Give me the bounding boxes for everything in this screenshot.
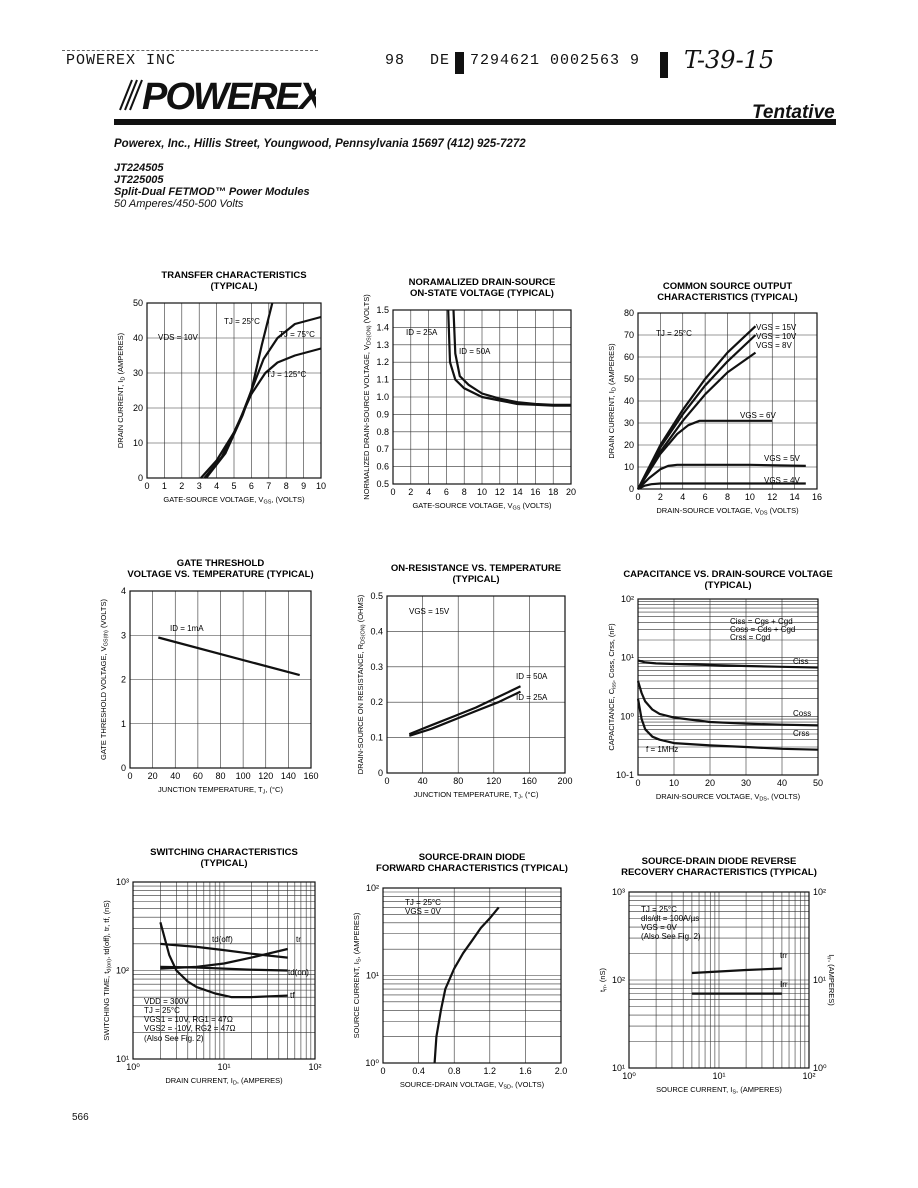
company-address: Powerex, Inc., Hillis Street, Youngwood, Pennsylvania 15697 (412) 925-7272 <box>114 138 526 150</box>
chart-annotation: VGS = 10V <box>756 332 797 341</box>
y-tick-label: 40 <box>132 333 143 343</box>
y-axis-label: DRAIN CURRENT, $I_D$ (AMPERES) <box>116 332 127 449</box>
part-number-1: JT224505 <box>114 162 164 174</box>
y-tick-label: 1 <box>120 718 126 729</box>
x-tick-label: 1 <box>161 481 167 491</box>
x-tick-label: 18 <box>548 487 559 497</box>
y-tick-label: 20 <box>623 440 634 450</box>
chart-title: TRANSFER CHARACTERISTICS <box>161 270 307 281</box>
chart-annotation: Coss = Cds + Cgd <box>730 625 796 634</box>
chart-recovery <box>598 856 836 1096</box>
y-tick-label: 10¹ <box>365 970 379 981</box>
y2-axis-label: $I_{rr}$, (AMPERES) <box>825 954 836 1006</box>
x-tick-label: 10 <box>476 487 488 497</box>
x-axis-label: DRAIN-SOURCE VOLTAGE, $V_{DS}$ (VOLTS) <box>656 506 799 517</box>
x-tick-label: 160 <box>521 776 537 786</box>
y-tick-label: 0.3 <box>370 661 383 672</box>
x-tick-label: 80 <box>453 776 464 786</box>
x-tick-label: 120 <box>258 771 274 781</box>
series-line <box>206 303 272 478</box>
x-tick-label: 12 <box>494 487 505 497</box>
y-tick-label: 10¹ <box>115 1054 129 1064</box>
x-tick-label: 20 <box>565 487 577 497</box>
chart-threshold <box>99 558 319 796</box>
x-tick-label: 40 <box>776 778 788 788</box>
y-tick-label: 0.6 <box>376 461 389 472</box>
y-tick-label: 10³ <box>115 877 129 887</box>
chart-annotation: VGS = 5V <box>764 454 800 463</box>
chart-annotation: ID = 50A <box>459 347 491 356</box>
chart-grid <box>387 596 565 773</box>
chart-grid <box>130 591 311 768</box>
chart-diode-forward <box>352 852 568 1091</box>
handwritten-note: T-39-15 <box>684 46 775 74</box>
chart-annotation: Crss <box>793 729 810 738</box>
part-number-2: JT225005 <box>114 174 164 186</box>
y-tick-label: 1.2 <box>376 357 389 368</box>
series-line <box>409 686 520 734</box>
chart-annotation: VGS = 0V <box>405 907 441 916</box>
chart-title: GATE THRESHOLD <box>176 558 265 569</box>
x-tick-label: 0.8 <box>447 1066 461 1076</box>
chart-annotation: ID = 50A <box>516 672 548 681</box>
chart-transfer <box>116 270 326 506</box>
y-axis-label: CAPACITANCE, $C_{iss}$, Coss, Crss, (nF) <box>607 623 618 751</box>
chart-annotation: TJ = 25°C <box>224 317 260 326</box>
y-axis-label: SOURCE CURRENT, $I_S$, (AMPERES) <box>352 912 363 1039</box>
x-axis-label: JUNCTION TEMPERATURE, $T_J$, (°C) <box>158 785 283 796</box>
x-tick-label: 2 <box>657 492 663 502</box>
y-tick-label: 10⁰ <box>620 711 634 722</box>
y-tick-label: 0.2 <box>370 697 383 708</box>
chart-annotation: dIs/dt = 100A/µs <box>641 914 700 923</box>
x-tick-label: 2 <box>179 481 185 491</box>
y-tick-label: 10⁰ <box>365 1058 379 1068</box>
chart-annotation: VDS = 10V <box>158 333 198 342</box>
chart-annotation: Ciss = Cgs + Cgd <box>730 617 793 626</box>
y-tick-label: 0.4 <box>370 626 383 637</box>
y-tick-label: 2 <box>120 674 126 685</box>
logo-text: POWEREX <box>142 76 316 114</box>
x-tick-label: 4 <box>426 487 432 497</box>
chart-output <box>607 281 822 517</box>
y2-tick-label: 10¹ <box>813 975 827 985</box>
series-line <box>409 692 520 736</box>
x-tick-label: 160 <box>303 771 319 781</box>
chart-annotation: VGS1 = 10V, RG1 = 47Ω <box>144 1015 233 1024</box>
product-rating: 50 Amperes/450-500 Volts <box>114 198 244 210</box>
x-tick-label: 8 <box>724 492 731 502</box>
x-tick-label: 14 <box>789 492 800 502</box>
y-tick-label: 0.1 <box>370 732 383 743</box>
x-tick-label: 5 <box>231 481 237 491</box>
x-tick-label: 0.4 <box>412 1066 425 1076</box>
page-number: 566 <box>72 1112 89 1123</box>
x-tick-label: 14 <box>512 487 523 497</box>
y-tick-label: 10² <box>115 965 129 976</box>
y-axis-label: DRAIN-SOURCE ON RESISTANCE, $R_{DS(ON)}$ (OHMS) <box>356 594 367 775</box>
series-line <box>692 969 782 974</box>
y-tick-label: 1.0 <box>376 392 389 402</box>
x-tick-label: 16 <box>530 487 541 497</box>
chart-subtitle: CHARACTERISTICS (TYPICAL) <box>657 292 798 303</box>
chart-annotation: VGS = 6V <box>740 411 776 420</box>
x-tick-label: 1.2 <box>483 1066 497 1076</box>
chart-switching <box>102 847 322 1087</box>
y-tick-label: 0.5 <box>376 479 389 489</box>
x-tick-label: 0 <box>635 778 641 788</box>
chart-title: CAPACITANCE VS. DRAIN-SOURCE VOLTAGE <box>623 569 833 580</box>
y-tick-label: 80 <box>623 308 634 318</box>
y-tick-label: 3 <box>120 630 126 641</box>
x-tick-label: 20 <box>704 778 716 788</box>
x-tick-label: 10⁰ <box>126 1062 140 1072</box>
y-tick-label: 10¹ <box>620 652 634 663</box>
y-axis-label: DRAIN CURRENT, $I_D$ (AMPERES) <box>607 343 618 459</box>
y-tick-label: 10-1 <box>615 770 634 780</box>
chart-title: SOURCE-DRAIN DIODE <box>418 852 526 863</box>
x-tick-label: 40 <box>417 776 428 786</box>
chart-subtitle: ON-STATE VOLTAGE (TYPICAL) <box>410 288 554 299</box>
chart-annotation: VGS = 8V <box>756 341 792 350</box>
chart-annotation: TJ = 125°C <box>266 370 307 379</box>
x-tick-label: 10¹ <box>712 1071 726 1081</box>
x-tick-label: 0 <box>127 771 133 781</box>
chart-annotation: tf <box>290 991 295 1000</box>
x-tick-label: 2.0 <box>554 1066 568 1076</box>
x-tick-label: 9 <box>301 481 307 491</box>
chart-annotation: (Also See Fig. 2) <box>144 1034 204 1043</box>
chart-annotation: TJ = 75°C <box>279 330 315 339</box>
y-tick-label: 1.3 <box>376 339 389 350</box>
y-tick-label: 0 <box>137 473 143 483</box>
y-tick-label: 1.1 <box>376 374 389 385</box>
y-tick-label: 30 <box>623 418 634 428</box>
y-tick-label: 0 <box>628 484 634 494</box>
chart-annotation: Irr <box>780 980 788 989</box>
y-axis-label: $t_{rr}$, (nS) <box>598 967 609 993</box>
chart-annotation: td(off) <box>212 935 233 944</box>
y-tick-label: 30 <box>132 368 143 378</box>
y-tick-label: 20 <box>132 403 143 413</box>
x-tick-label: 120 <box>486 776 502 786</box>
chart-subtitle: (TYPICAL) <box>200 858 248 869</box>
chart-subtitle: (TYPICAL) <box>210 281 258 292</box>
chart-annotation: f = 1MHz <box>646 745 679 754</box>
x-axis-label: DRAIN-SOURCE VOLTAGE, $V_{DS}$, (VOLTS) <box>655 792 801 803</box>
tentative-label: Tentative <box>752 102 835 123</box>
chart-title: SOURCE-DRAIN DIODE REVERSE <box>641 856 797 867</box>
chart-annotation: Crss = Cgd <box>730 633 771 642</box>
chart-annotation: VDD = 300V <box>144 997 189 1006</box>
y-tick-label: 60 <box>623 352 634 362</box>
y-tick-label: 0 <box>377 768 383 778</box>
chart-subtitle: (TYPICAL) <box>452 574 500 585</box>
chart-annotation: TJ = 25°C <box>641 905 677 914</box>
x-tick-label: 6 <box>248 481 254 491</box>
x-tick-label: 12 <box>767 492 778 502</box>
chart-subtitle: RECOVERY CHARACTERISTICS (TYPICAL) <box>621 867 817 878</box>
x-tick-label: 140 <box>280 771 296 781</box>
y-tick-label: 50 <box>623 374 634 384</box>
y-axis-label: NORMALIZED DRAIN-SOURCE VOLTAGE, $V_{DS(ON)}$ (VOLTS) <box>362 294 373 500</box>
chart-annotation: ID = 25A <box>516 693 548 702</box>
chart-annotation: TJ = 25°C <box>144 1006 180 1015</box>
y-tick-label: 10³ <box>611 887 625 897</box>
x-axis-label: GATE-SOURCE VOLTAGE, $V_{GS}$, (VOLTS) <box>163 495 305 506</box>
chart-annotation: VGS = 15V <box>756 323 797 332</box>
chart-on-state <box>362 277 576 512</box>
x-tick-label: 10 <box>315 481 327 491</box>
chart-annotation: VGS = 15V <box>409 607 450 616</box>
y-tick-label: 0.5 <box>370 591 383 601</box>
y-tick-label: 50 <box>132 298 143 308</box>
company-code: POWEREX INC <box>66 52 177 69</box>
x-axis-label: GATE-SOURCE VOLTAGE, $V_{GS}$ (VOLTS) <box>412 501 552 512</box>
series-line <box>448 310 571 406</box>
x-tick-label: 10 <box>744 492 755 502</box>
y-tick-label: 0.8 <box>376 426 389 437</box>
x-tick-label: 4 <box>214 481 220 491</box>
x-tick-label: 4 <box>680 492 686 502</box>
x-tick-label: 0 <box>384 776 390 786</box>
x-axis-label: SOURCE CURRENT, $I_S$, (AMPERES) <box>656 1085 782 1096</box>
code-98: 98 <box>385 52 406 69</box>
x-tick-label: 0 <box>380 1066 386 1076</box>
x-tick-label: 30 <box>740 778 752 788</box>
chart-annotation: Coss <box>793 709 812 718</box>
chart-annotation: tr <box>296 935 301 944</box>
chart-annotation: trr <box>780 951 788 960</box>
x-tick-label: 8 <box>283 481 289 491</box>
x-tick-label: 20 <box>147 771 158 781</box>
y-tick-label: 0 <box>120 763 126 773</box>
chart-subtitle: (TYPICAL) <box>704 580 752 591</box>
x-tick-label: 40 <box>170 771 181 781</box>
x-tick-label: 10² <box>308 1062 322 1072</box>
x-tick-label: 1.6 <box>519 1066 532 1076</box>
y-tick-label: 70 <box>623 330 634 340</box>
y-axis-label: GATE THRESHOLD VOLTAGE, $V_{GS(th)}$ (VOLTS) <box>99 599 110 760</box>
x-tick-label: 10⁰ <box>622 1071 636 1081</box>
x-axis-label: SOURCE-DRAIN VOLTAGE, $V_{SD}$, (VOLTS) <box>399 1080 545 1091</box>
y-tick-label: 40 <box>623 396 634 406</box>
plot-frame <box>387 596 565 773</box>
chart-capacitance <box>607 569 833 803</box>
chart-title: COMMON SOURCE OUTPUT <box>662 281 793 292</box>
y-tick-label: 0.7 <box>376 444 389 455</box>
x-axis-label: DRAIN CURRENT, $I_D$, (AMPERES) <box>165 1076 283 1087</box>
y-tick-label: 1.4 <box>376 322 389 333</box>
x-tick-label: 0 <box>390 487 396 497</box>
x-axis-label: JUNCTION TEMPERATURE, $T_J$, (°C) <box>413 790 539 801</box>
product-name: Split-Dual FETMOD™ Power Modules <box>114 186 310 198</box>
chart-annotation: ID = 25A <box>406 328 438 337</box>
x-tick-label: 6 <box>702 492 708 502</box>
chart-annotation: TJ = 25°C <box>405 898 441 907</box>
y-tick-label: 10 <box>623 462 634 472</box>
x-tick-label: 16 <box>811 492 823 502</box>
chart-on-resistance <box>356 563 573 801</box>
y-tick-label: 10² <box>620 594 634 604</box>
y2-tick-label: 10⁰ <box>813 1063 827 1073</box>
x-tick-label: 200 <box>557 776 573 786</box>
y-tick-label: 1.5 <box>376 305 389 315</box>
x-tick-label: 10² <box>802 1071 816 1081</box>
code-de: DE <box>430 52 451 69</box>
series-line <box>158 638 299 676</box>
chart-annotation: VGS = 0V <box>641 923 677 932</box>
y-tick-label: 10² <box>365 883 379 893</box>
x-tick-label: 80 <box>215 771 226 781</box>
chart-annotation: VGS = 4V <box>764 476 800 485</box>
x-tick-label: 50 <box>812 778 824 788</box>
y-axis-label: SWITCHING TIME, $t_{d(on)}$, td(off), tr, tf, (nS) <box>102 900 113 1041</box>
x-tick-label: 0 <box>144 481 150 491</box>
x-tick-label: 3 <box>196 481 202 491</box>
chart-annotation: VGS2 = -10V, RG2 = 47Ω <box>144 1024 236 1033</box>
x-tick-label: 8 <box>461 487 467 497</box>
x-tick-label: 7 <box>266 481 272 491</box>
x-tick-label: 60 <box>192 771 203 781</box>
x-tick-label: 100 <box>235 771 251 781</box>
series-line <box>435 907 499 1063</box>
y-tick-label: 4 <box>120 586 126 596</box>
chart-annotation: ID = 1mA <box>170 624 204 633</box>
series-line <box>638 660 818 667</box>
chart-subtitle: FORWARD CHARACTERISTICS (TYPICAL) <box>376 863 568 874</box>
doc-code: 7294621 0002563 9 <box>470 52 641 69</box>
chart-annotation: (Also See Fig. 2) <box>641 932 701 941</box>
y-tick-label: 10¹ <box>611 1063 625 1073</box>
chart-annotation: Ciss <box>793 657 809 666</box>
x-tick-label: 2 <box>408 487 414 497</box>
y-tick-label: 10 <box>132 438 143 448</box>
chart-title: NORAMALIZED DRAIN-SOURCE <box>408 277 556 288</box>
chart-subtitle: VOLTAGE VS. TEMPERATURE (TYPICAL) <box>127 569 314 580</box>
y-tick-label: 0.9 <box>376 409 389 420</box>
x-tick-label: 10¹ <box>217 1062 231 1072</box>
chart-annotation: td(on) <box>288 968 309 977</box>
chart-title: SWITCHING CHARACTERISTICS <box>150 847 298 858</box>
x-tick-label: 0 <box>635 492 641 502</box>
chart-title: ON-RESISTANCE VS. TEMPERATURE <box>390 563 562 574</box>
x-tick-label: 6 <box>443 487 449 497</box>
y2-tick-label: 10² <box>813 887 827 897</box>
chart-annotation: TJ = 25°C <box>656 329 692 338</box>
y-tick-label: 10² <box>611 975 625 985</box>
x-tick-label: 10 <box>668 778 680 788</box>
